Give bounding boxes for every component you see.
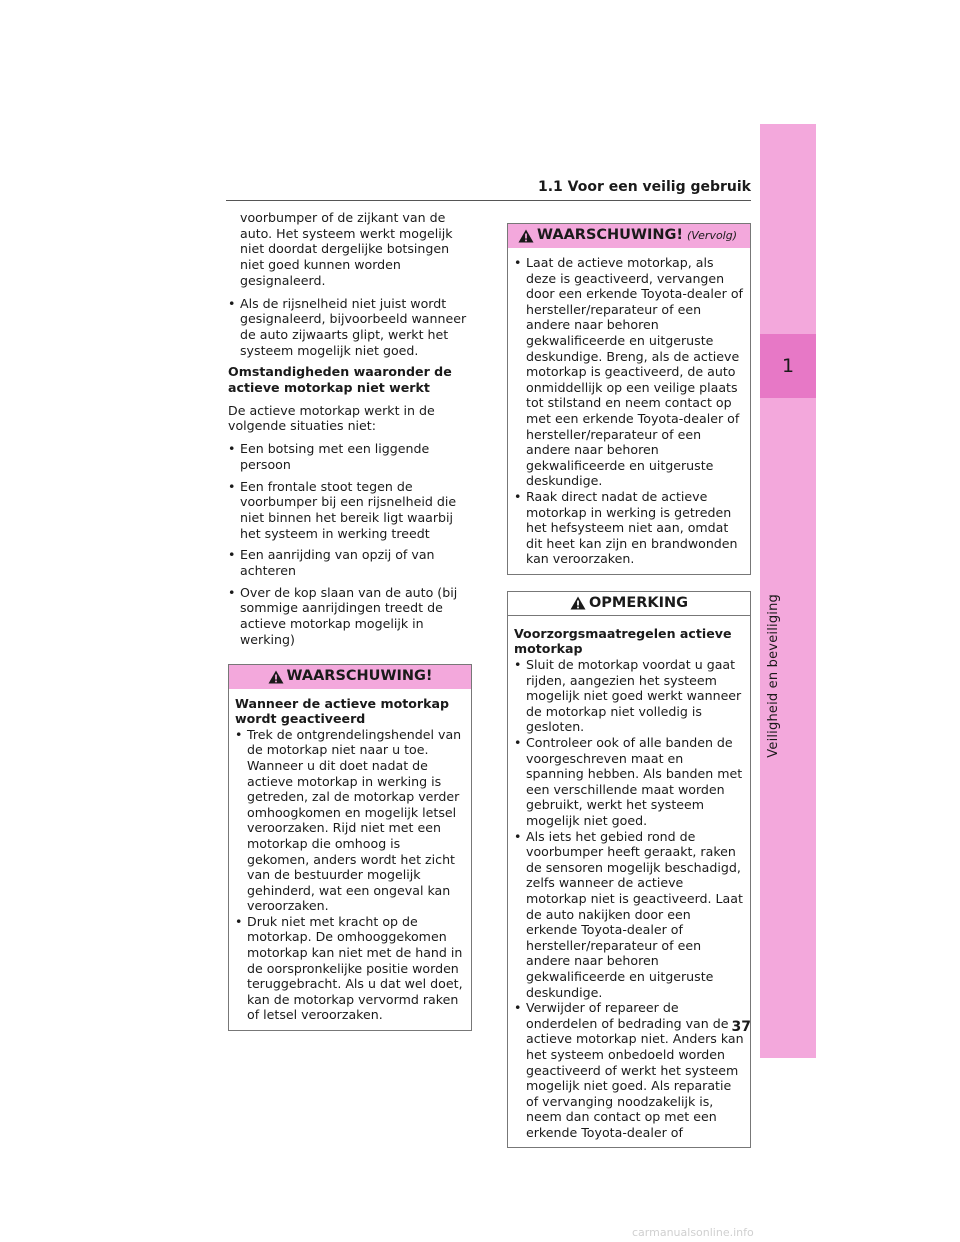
warning-title: WAARSCHUWING! [286, 667, 433, 684]
page-number: 37 [731, 1019, 751, 1035]
warning-body [229, 689, 471, 1030]
note-box [507, 591, 751, 1149]
subheading: Omstandigheden waaronder de actieve motorkap niet werkt [228, 364, 452, 396]
list-item: • Over de kop slaan van de auto (bij sommige aanrijdingen treedt de actieve motorkap mogelijk in werking) [228, 585, 472, 648]
warning-continued-box [507, 223, 751, 575]
chapter-label: Veiligheid en beveiliging [766, 594, 781, 758]
list-item: • Raak direct nadat de actieve motorkap in werking is getreden het hefsysteem niet aan, omdat dit heet kan zijn en brandwonden kan veroorzaken. [514, 489, 744, 567]
note-title: OPMERKING [588, 594, 689, 611]
right-column [507, 223, 751, 1148]
list-item: • Sluit de motorkap voordat u gaat rijden, aangezien het systeem mogelijk niet goed werkt wanneer de motorkap niet volledig is gesloten. [514, 657, 744, 735]
note-body [508, 616, 750, 1148]
section-title: 1.1 Voor een veilig gebruik [537, 179, 751, 195]
warning-header [508, 224, 750, 248]
list-item: • Een frontale stoot tegen de voorbumper bij een rijsnelheid die niet binnen het bereik ligt waarbij het systeem in werking treedt [228, 479, 472, 542]
list-item: • Als iets het gebied rond de voorbumper heeft geraakt, raken de sensoren mogelijk beschadigd, zelfs wanneer de actieve motorkap niet is geactiveerd. Laat de auto nakijken door een erkende Toyota-dealer of hersteller/reparateur of een andere naar behoren gekwalificeerde en uitgeruste deskundige. [514, 829, 744, 1001]
continued-label: (Vervolg) [686, 229, 738, 243]
watermark: carmanualsonline.info [632, 1226, 754, 1239]
list-item: • Een botsing met een liggende persoon [228, 441, 472, 472]
left-column [228, 210, 472, 1031]
list-item: • Een aanrijding van opzij of van achteren [228, 547, 472, 578]
continued-text: voorbumper of de zijkant van de auto. Het systeem werkt mogelijk niet doordat dergelijke botsingen niet goed kunnen worden gesignaleerd. [240, 210, 453, 288]
warning-title: WAARSCHUWING! [537, 227, 683, 244]
header-divider [226, 200, 751, 201]
warning-box [228, 664, 472, 1031]
list-item: • Laat de actieve motorkap, als deze is geactiveerd, vervangen door een erkende Toyota-dealer of hersteller/reparateur of een andere naar behoren gekwalificeerde en uitgeruste deskundige. Breng, als de actieve motorkap is geactiveerd, de auto onmiddellijk op een veilige plaats tot stilstand en neem contact op met een erkende Toyota-dealer of hersteller/reparateur of een andere naar behoren gekwalificeerde en uitgeruste deskundige. [514, 255, 744, 489]
warning-triangle-icon [570, 596, 586, 610]
warning-header [229, 665, 471, 689]
note-header [508, 592, 750, 616]
intro-text: De actieve motorkap werkt in de volgende situaties niet: [228, 402, 435, 434]
warning-triangle-icon [518, 229, 534, 243]
chapter-number: 1 [760, 334, 816, 398]
list-item: • Trek de ontgrendelingshendel van de motorkap niet naar u toe. Wanneer u dit doet nadat de actieve motorkap in werking is getreden, zal de motorkap verder omhoogkomen en mogelijk letsel veroorzaken. Rijd niet met een motorkap die omhoog is gekomen, anders wordt het zicht van de bestuurder mogelijk gehinderd, wat een ongeval kan veroorzaken. [235, 727, 465, 914]
list-item: • Controleer ook of alle banden de voorgeschreven maat en spanning hebben. Als banden met een verschillende maat worden gebruikt, werkt het systeem mogelijk niet goed. [514, 735, 744, 829]
list-item: • Als de rijsnelheid niet juist wordt gesignaleerd, bijvoorbeeld wanneer de auto zijwaarts glipt, werkt het systeem mogelijk niet goed. [228, 296, 472, 359]
list-item: • Druk niet met kracht op de motorkap. De omhooggekomen motorkap kan niet met de hand in de oorspronkelijke positie worden teruggebracht. Als u dat wel doet, kan de motorkap vervormd raken of letsel veroorzaken. [235, 914, 465, 1023]
warning-subheading: Wanneer de actieve motorkap wordt geactiveerd [235, 695, 450, 727]
warning-triangle-icon [268, 670, 284, 684]
warning-body [508, 248, 750, 574]
note-subheading: Voorzorgsmaatregelen actieve motorkap [514, 625, 732, 657]
chapter-side-tab [760, 124, 816, 1058]
list-item: • Verwijder of repareer de onderdelen of bedrading van de actieve motorkap niet. Anders kan het systeem onbedoeld worden geactiveerd of werkt het systeem mogelijk niet goed. Als reparatie of vervanging noodzakelijk is, neem dan contact op met een erkende Toyota-dealer of [514, 1000, 744, 1140]
